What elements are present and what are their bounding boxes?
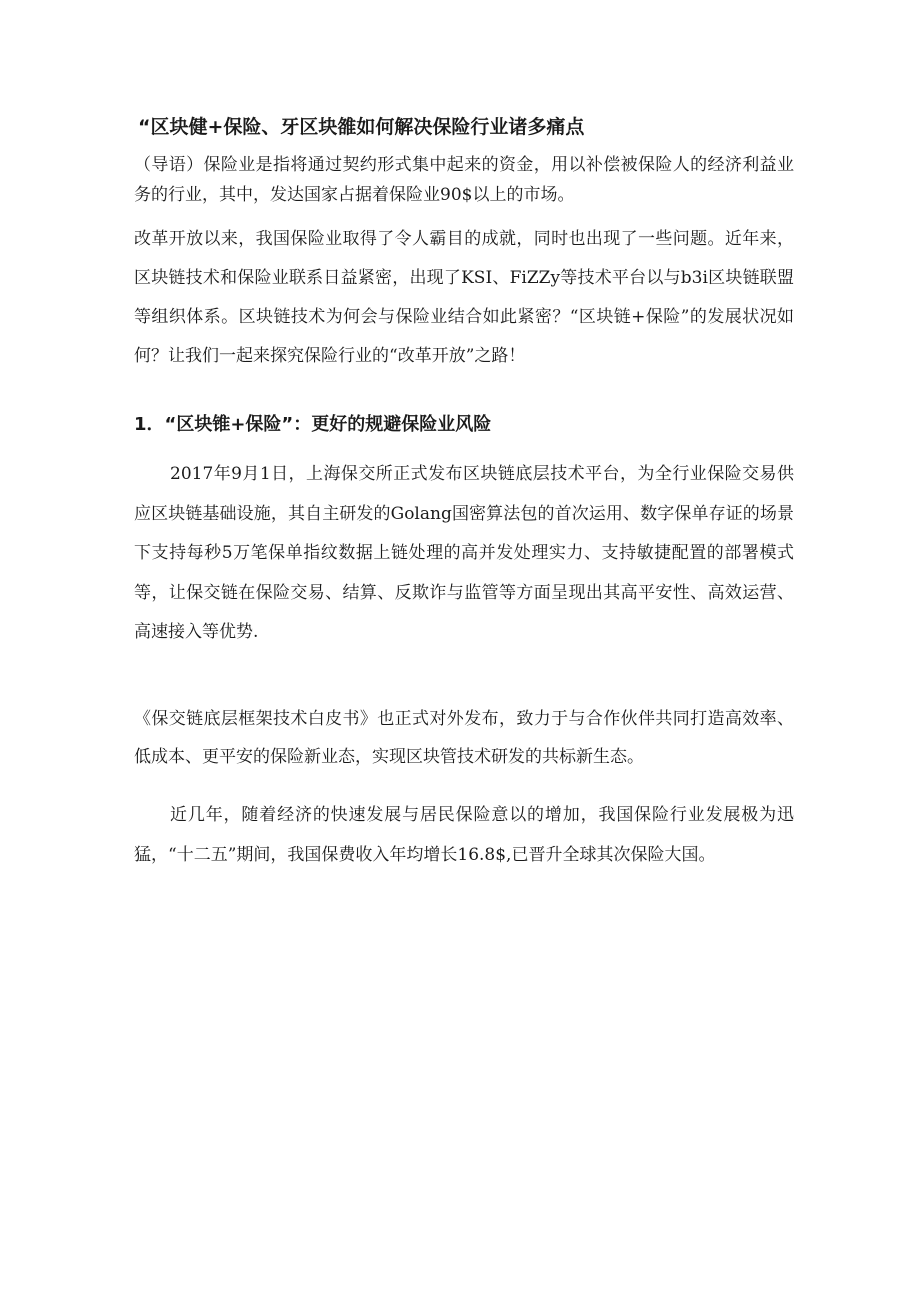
lead-paragraph: （导语）保险业是指将通过契约形式集中起来的资金，用以补偿被保险人的经济利益业务的行业，其中，发达国家占据着保险业90$以上的市场。 bbox=[134, 155, 794, 205]
section-heading: 1．“区块锥+保险”：更好的规避保险业风险 bbox=[134, 414, 492, 435]
section-paragraph-1: 2017年9月1日，上海保交所正式发布区块链底层技术平台，为全行业保险交易供应区块链基础设施，其自主研发的Golang国密算法包的首次运用、数字保单存证的场景下支持每秒5万笔保单指纹数据上链处理的高并发处理实力、支持敏捷配置的部署模式等，让保交链在保险交易、结算、反欺诈与监管等方面呈现出其高平安性、高效运营、高速接入等优势. bbox=[134, 464, 794, 642]
document-title: “区块健+保险、牙区块雒如何解决保险行业诸多痛点 bbox=[138, 116, 585, 138]
section-paragraph-3: 近几年，随着经济的快速发展与居民保险意以的增加，我国保险行业发展极为迅猛，“十二五”期间，我国保费收入年均增长16.8$,已晋升全球其次保险大国。 bbox=[134, 805, 794, 865]
intro-paragraph: 改革开放以来，我国保险业取得了令人霸目的成就，同时也出现了一些问题。近年来，区块链技术和保险业联系日益紧密，出现了KSI、FiZZy等技术平台以与b3i区块链联盟等组织体系。区块链技术为何会与保险业结合如此紧密？“区块链+保险”的发展状况如何？让我们一起来探究保险行业的“改革开放”之路！ bbox=[134, 229, 794, 366]
section-paragraph-2: 《保交链底层框架技术白皮书》也正式对外发布，致力于与合作伙伴共同打造高效率、低成本、更平安的保险新业态，实现区块管技术研发的共标新生态。 bbox=[134, 709, 794, 767]
